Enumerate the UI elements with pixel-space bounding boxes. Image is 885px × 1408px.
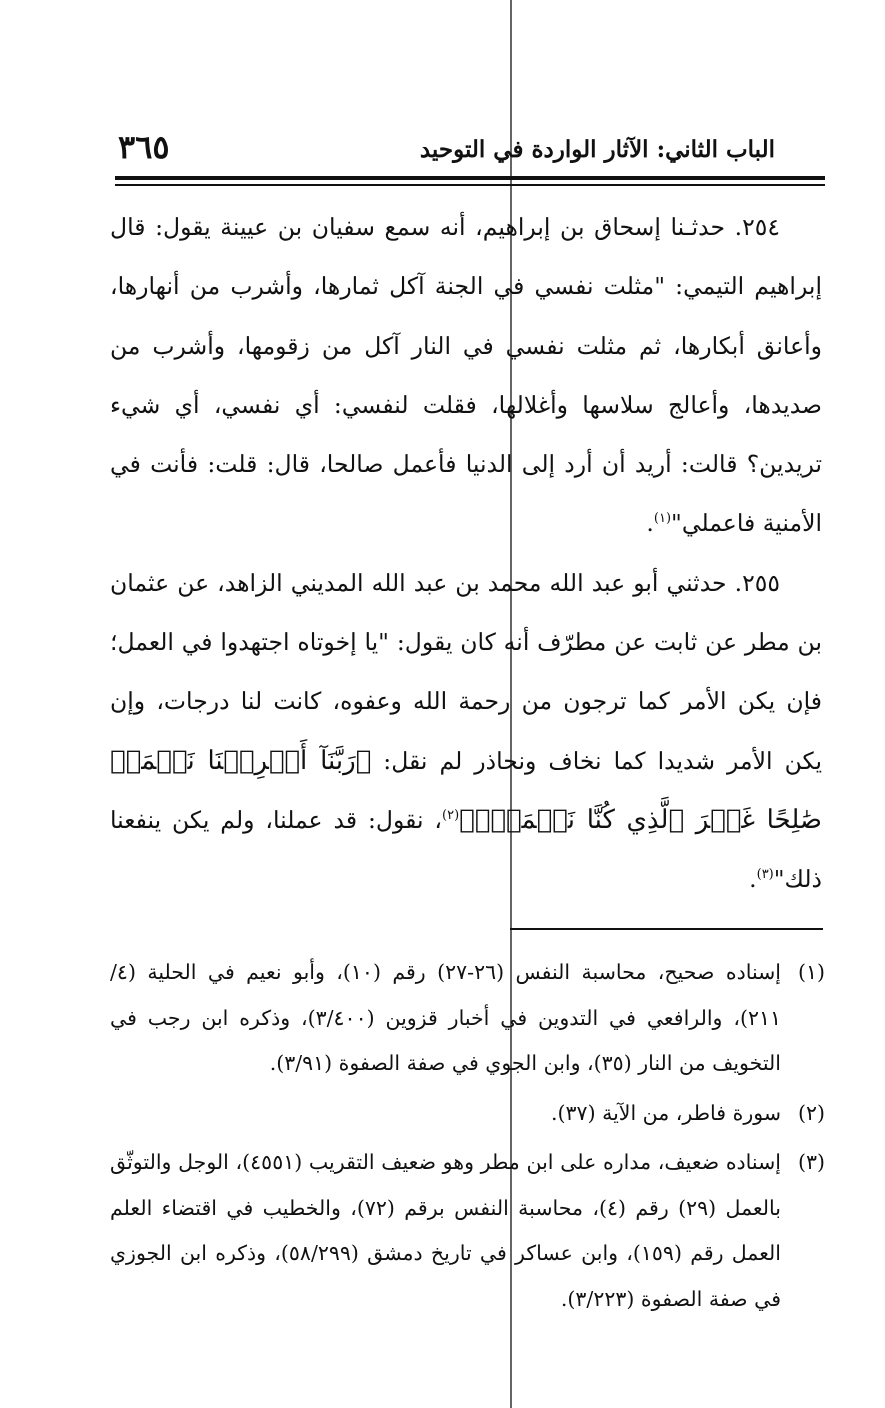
footnote-2 — [110, 1091, 825, 1137]
footnote-1 — [110, 950, 825, 1087]
paragraph-255-text-after: ، نقول: قد عملنا، ولم يكن ينفعنا ذلك" — [110, 805, 822, 894]
footnote-ref-2: (٢) — [442, 808, 460, 824]
quran-verse: ﴿رَبَّنَآ أَخۡرِجۡنَا نَعۡمَلۡ صَٰلِحًا غَيۡرَ ٱلَّذِي كُنَّا نَعۡمَلُۚ﴾ — [110, 745, 822, 835]
footnote-3-number: (٣) — [797, 1150, 825, 1174]
footnote-1-number: (١) — [797, 960, 825, 984]
footnotes — [110, 950, 825, 1326]
paragraph-254 — [110, 198, 822, 554]
header-rule-thick — [115, 176, 825, 180]
footnote-ref-3: (٣) — [756, 867, 774, 883]
header-rule-thin — [115, 184, 825, 186]
footnote-separator — [510, 928, 823, 930]
page-number: ٣٦٥ — [118, 128, 170, 166]
running-title: الباب الثاني: الآثار الواردة في التوحيد — [419, 136, 775, 163]
footnote-2-text: سورة فاطر، من الآية (٣٧). — [551, 1100, 781, 1125]
paragraph-255 — [110, 554, 822, 910]
paragraph-254-end: . — [646, 509, 654, 538]
paragraph-254-text: ٢٥٤. حدثـنا إسحاق بن إبراهيم، أنه سمع سفيان بن عيينة يقول: قال إبراهيم التيمي: "مثلت نفسي في الجنة آكل ثمارها، وأشرب من أنهارها، وأعانق أبكارها، ثم مثلت نفسي في النار آكل من زقومها، وأشرب من صديدها، وأعالج سلاسها وأغلالها، فقلت لنفسي: أي نفسي، أي شيء تريدين؟ قالت: أريد أن أرد إلى الدنيا فأعمل صالحا، قال: قلت: فأنت في الأمنية فاعملي" — [110, 213, 822, 538]
footnote-ref-1: (١) — [653, 511, 672, 527]
footnote-2-number: (٢) — [797, 1100, 825, 1125]
paragraph-255-end: . — [749, 865, 757, 894]
paragraph-255-text-before: ٢٥٥. حدثني أبو عبد الله محمد بن عبد الله المديني الزاهد، عن عثمان بن مطر عن ثابت عن مطرّف أنه كان يقول: "يا إخوتاه اجتهدوا في العمل؛ فإن يكن الأمر كما ترجون من رحمة الله وعفوه، كانت لنا درجات، وإن يكن الأمر شديدا كما نخاف ونحاذر لم نقل: — [110, 568, 822, 775]
footnote-1-text: إسناده صحيح، محاسبة النفس (٢٦-٢٧) رقم (١٠)، وأبو نعيم في الحلية (٤/ ٢١١)، والرافعي في التدوين في أخبار قزوين (٣/٤٠٠)، وذكره ابن رجب في التخويف من النار (٣٥)، وابن الجوي في صفة الصفوة (٣/٩١). — [110, 960, 781, 1075]
footnote-3 — [110, 1140, 825, 1322]
main-text — [110, 198, 822, 910]
footnote-3-text: إسناده ضعيف، مداره على ابن مطر وهو ضعيف التقريب (٤٥٥١)، الوجل والتوثّق بالعمل (٢٩) رقم (٤)، محاسبة النفس برقم (٧٢)، والخطيب في اقتضاء العلم العمل رقم (١٥٩)، وابن عساكر في تاريخ دمشق (٥٨/٢٩٩)، وذكره ابن الجوزي في صفة الصفوة (٣/٢٢٣). — [110, 1150, 782, 1311]
